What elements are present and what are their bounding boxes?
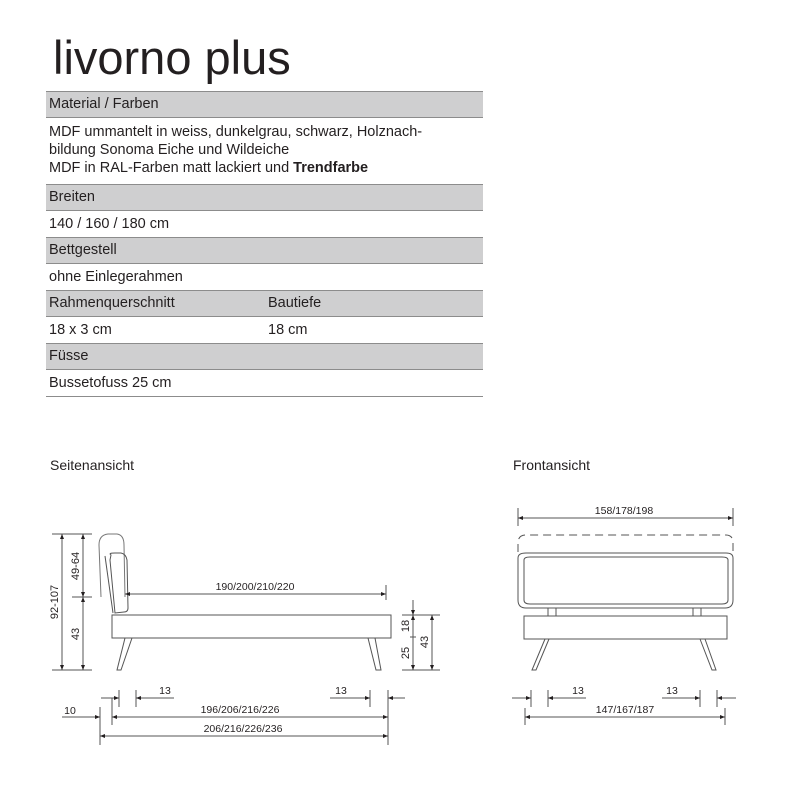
front-frame: [524, 616, 727, 639]
dim-overall-length: 206/216/226/236: [203, 723, 283, 735]
front-view-label: Frontansicht: [513, 457, 591, 473]
front-view-drawing: [518, 535, 733, 670]
rahmen-header: Rahmenquerschnitt: [49, 295, 175, 311]
dim-leg: 25: [400, 646, 412, 660]
dim-frame: 18: [400, 619, 412, 633]
bettgestell-value: ohne Einlegerahmen: [49, 269, 183, 285]
dim-frame-length: 196/206/216/226: [200, 704, 280, 716]
side-leg-right: [368, 638, 381, 670]
dim-total-height: 92-107: [49, 584, 61, 620]
front-leg-right: [700, 639, 716, 670]
dim-offset: 10: [64, 705, 76, 717]
side-view-drawing: [99, 534, 391, 670]
dim-front-width-top: 158/178/198: [594, 505, 654, 517]
bettgestell-header: Bettgestell: [49, 242, 117, 258]
side-leg-left: [117, 638, 132, 670]
side-frame: [112, 615, 391, 638]
material-header: Material / Farben: [49, 96, 159, 112]
dim-lower: 43: [70, 627, 82, 641]
trendfarbe-label: Trendfarbe: [293, 160, 369, 176]
front-headboard-outer: [518, 553, 733, 608]
dim-right-total: 43: [419, 635, 431, 649]
product-title: livorno plus: [53, 31, 291, 84]
material-line-1: MDF ummantelt in weiss, dunkelgrau, schwarz, Holznach-: [49, 124, 423, 140]
fuesse-value: Bussetofuss 25 cm: [49, 375, 172, 391]
dim-front-leg-offset-right: 13: [666, 685, 678, 697]
front-headboard-inner: [524, 557, 728, 604]
dim-front-width-bottom: 147/167/187: [595, 704, 655, 716]
fuesse-header: Füsse: [49, 348, 89, 364]
side-view-label: Seitenansicht: [50, 457, 135, 473]
dim-length-inner: 190/200/210/220: [215, 581, 295, 593]
bautiefe-value: 18 cm: [268, 322, 308, 338]
dim-front-leg-offset-left: 13: [572, 685, 584, 697]
breiten-value: 140 / 160 / 180 cm: [49, 216, 170, 232]
breiten-header: Breiten: [49, 189, 95, 205]
dim-leg-offset-right: 13: [335, 685, 347, 697]
material-line-3-prefix: MDF in RAL-Farben matt lackiert und: [49, 160, 294, 176]
front-leg-left: [532, 639, 549, 670]
side-headboard: [110, 553, 128, 613]
dim-leg-offset-left: 13: [159, 685, 171, 697]
dim-headboard: 49-64: [70, 551, 82, 581]
bautiefe-header: Bautiefe: [268, 295, 322, 311]
rahmen-value: 18 x 3 cm: [49, 322, 112, 338]
material-line-2: bildung Sonoma Eiche und Wildeiche: [49, 142, 290, 158]
